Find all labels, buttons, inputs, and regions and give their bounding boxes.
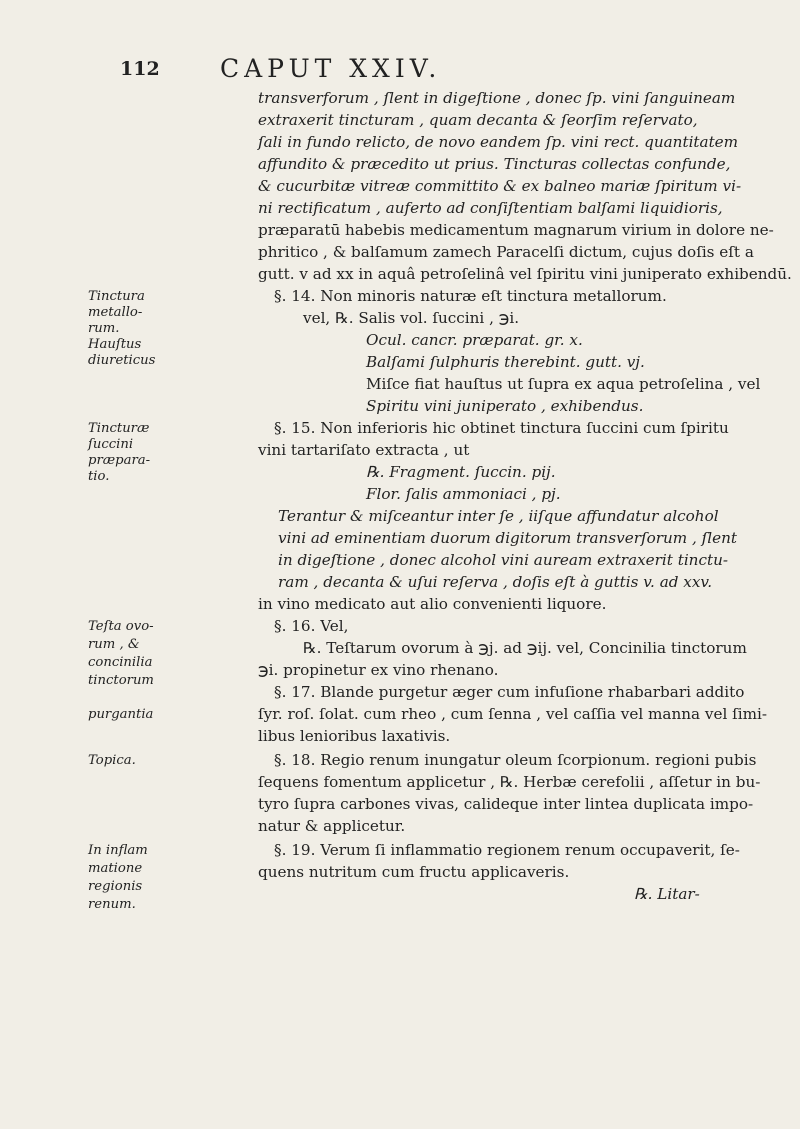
margin-note: regionis	[88, 879, 143, 894]
text-line: §. 19. Verum ſi inflammatio regionem renum occupaverit, ſe-	[274, 841, 740, 859]
page-number: 112	[120, 58, 160, 80]
text-line: ni rectificatum , auferto ad conſiſtentiam balſami liquidioris,	[258, 199, 723, 217]
text-line: Miſce fiat hauſtus ut ſupra ex aqua petroſelina , vel	[366, 375, 761, 393]
text-line: ſali in fundo relicto, de novo eandem ſp. vini rect. quantitatem	[258, 133, 739, 151]
text-line: ℞. Litar-	[634, 885, 700, 903]
text-line: Spiritu vini juniperato , exhibendus.	[366, 397, 644, 415]
text-line: §. 18. Regio renum inungatur oleum ſcorpionum. regioni pubis	[274, 751, 757, 769]
margin-note: rum.	[88, 321, 120, 336]
margin-note: ſuccini	[88, 437, 134, 452]
text-line: Flor. ſalis ammoniaci , pj.	[366, 485, 561, 503]
text-line: ſequens fomentum applicetur , ℞. Herbæ cerefolii , aſſetur in bu-	[258, 773, 761, 791]
margin-note: Tinctura	[88, 289, 145, 304]
text-line: §. 15. Non inferioris hic obtinet tinctura ſuccini cum ſpiritu	[274, 419, 729, 437]
text-line: Ocul. cancr. præparat. gr. x.	[366, 331, 583, 349]
margin-note: tio.	[88, 469, 110, 484]
margin-note: rum , &	[88, 637, 140, 652]
margin-note: præpara-	[88, 453, 151, 468]
text-line: ℈i. propinetur ex vino rhenano.	[258, 661, 499, 679]
page-header	[0, 54, 800, 88]
text-line: natur & applicetur.	[258, 817, 406, 835]
text-line: vini tartariſato extracta , ut	[258, 441, 470, 459]
margin-note: Topica.	[88, 753, 136, 768]
margin-note: renum.	[88, 897, 136, 912]
text-line: ram , decanta & uſui reſerva , doſis eſt à guttis v. ad xxv.	[278, 573, 713, 591]
text-line: §. 17. Blande purgetur æger cum infuſione rhabarbari addito	[274, 683, 745, 701]
margin-note: In inflam	[88, 843, 148, 858]
running-title: CAPUT XXIV.	[220, 54, 442, 83]
text-line: præparatū habebis medicamentum magnarum virium in dolore ne-	[258, 221, 774, 239]
text-line: Balſami ſulphuris therebint. gutt. vj.	[366, 353, 645, 371]
text-line: transverforum , ſlent in digeſtione , donec ſp. vini ſanguineam	[258, 89, 736, 107]
text-line: affundito & præcedito ut prius. Tincturas collectas confunde,	[258, 155, 731, 173]
margin-note: tinctorum	[88, 673, 154, 688]
text-line: vel, ℞. Salis vol. ſuccini , ℈i.	[303, 309, 520, 327]
margin-note: metallo-	[88, 305, 143, 320]
margin-note: concinilia	[88, 655, 153, 670]
text-line: §. 16. Vel,	[274, 617, 349, 635]
margin-note: Hauſtus	[88, 337, 142, 352]
margin-note: purgantia	[88, 707, 154, 722]
margin-note: diureticus	[88, 353, 156, 368]
text-line: vini ad eminentiam duorum digitorum transverſorum , ſlent	[278, 529, 738, 547]
text-line: extraxerit tincturam , quam decanta & ſeorſim reſervato,	[258, 111, 698, 129]
text-line: ℞. Teſtarum ovorum à ℈j. ad ℈ij. vel, Concinilia tinctorum	[303, 639, 747, 657]
text-line: & cucurbitæ vitreæ committito & ex balneo mariæ ſpiritum vi-	[258, 177, 742, 195]
text-line: Terantur & miſceantur inter ſe , iiſque affundatur alcohol	[278, 507, 719, 525]
text-line: ſyr. roſ. ſolat. cum rheo , cum ſenna , vel caſſia vel manna vel ſimi-	[258, 705, 768, 723]
text-line: in digeſtione , donec alcohol vini auream extraxerit tinctu-	[278, 551, 728, 569]
text-line: ℞. Fragment. ſuccin. pij.	[366, 463, 556, 481]
margin-note: matione	[88, 861, 143, 876]
text-line: phritico , & balſamum zamech Paracelſi dictum, cujus doſis eſt a	[258, 243, 754, 261]
text-line: quens nutritum cum fructu applicaveris.	[258, 863, 570, 881]
margin-note: Tincturæ	[88, 421, 150, 436]
text-line: §. 14. Non minoris naturæ eſt tinctura metallorum.	[274, 287, 667, 305]
text-line: libus lenioribus laxativis.	[258, 727, 451, 745]
text-line: in vino medicato aut alio convenienti liquore.	[258, 595, 607, 613]
margin-note: Teſta ovo-	[88, 619, 154, 634]
text-line: tyro ſupra carbones vivas, calideque inter lintea duplicata impo-	[258, 795, 754, 813]
text-line: gutt. v ad xx in aquâ petroſelinâ vel ſpiritu vini juniperato exhibendū.	[258, 265, 792, 283]
